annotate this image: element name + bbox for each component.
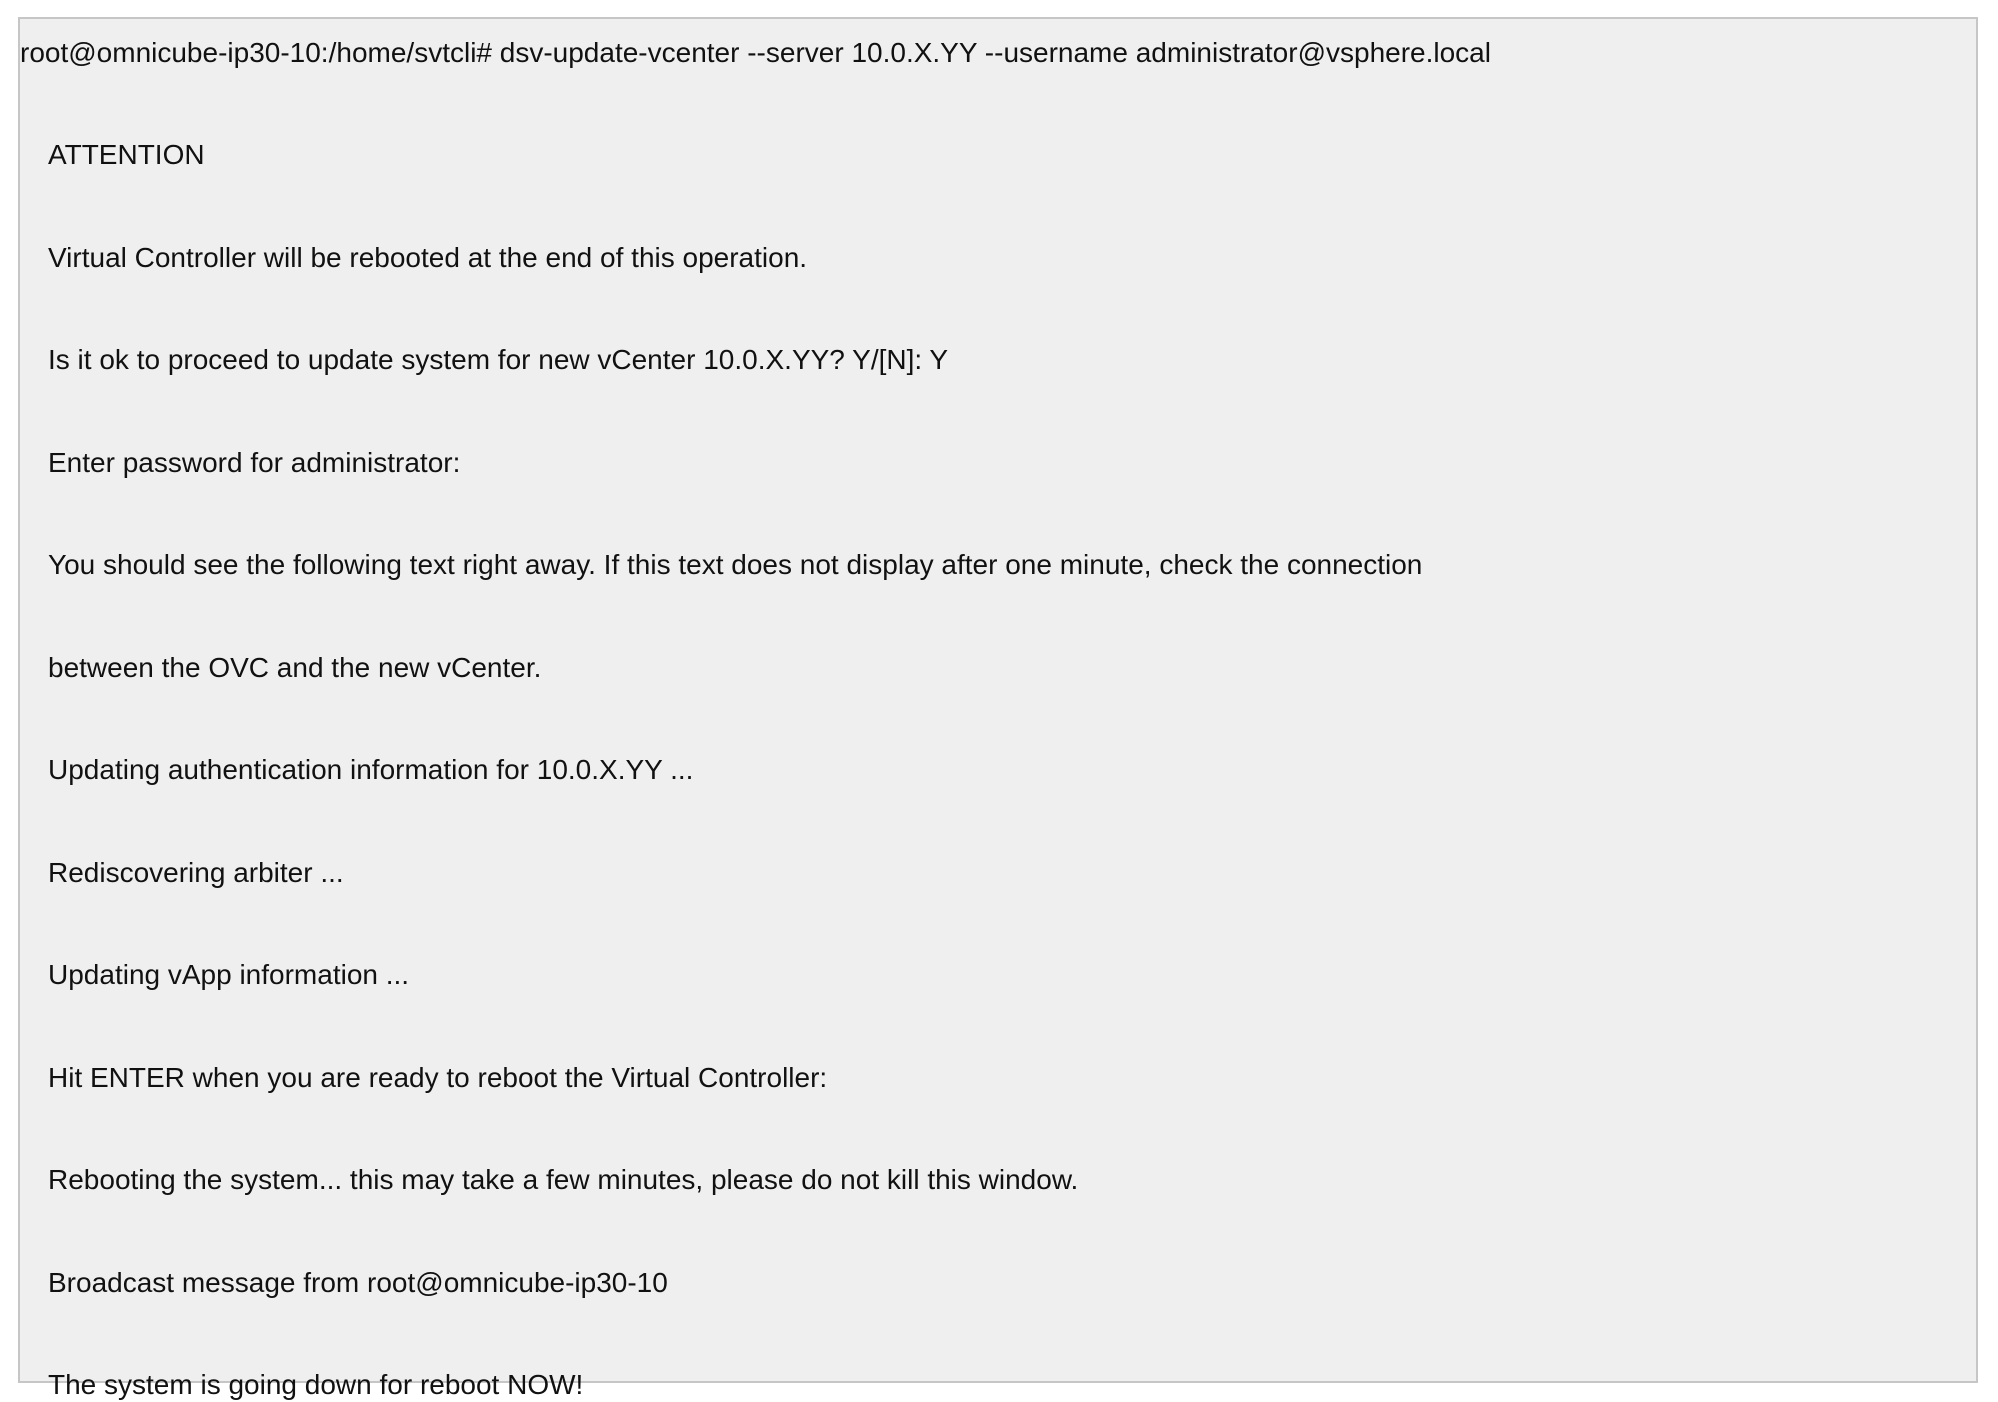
- output-line-password-prompt: Enter password for administrator:: [48, 447, 461, 478]
- command-line: root@omnicube-ip30-10:/home/svtcli# dsv-update-vcenter --server 10.0.X.YY --username administrator@vsphere.local: [20, 37, 1491, 68]
- output-line-going-down: The system is going down for reboot NOW!: [48, 1369, 584, 1400]
- output-line-confirm-prompt: Is it ok to proceed to update system for new vCenter 10.0.X.YY? Y/[N]: Y: [48, 344, 949, 375]
- output-line-connection-note-cont: between the OVC and the new vCenter.: [48, 652, 542, 683]
- output-line-connection-note: You should see the following text right away. If this text does not display after one minute, check the connection: [48, 549, 1423, 580]
- output-line-updating-auth: Updating authentication information for 10.0.X.YY ...: [48, 754, 694, 785]
- output-line-attention: ATTENTION: [48, 139, 205, 170]
- output-line-hit-enter: Hit ENTER when you are ready to reboot the Virtual Controller:: [48, 1062, 828, 1093]
- terminal-output: [18, 17, 1978, 1400]
- output-line-updating-vapp: Updating vApp information ...: [48, 959, 410, 990]
- output-line-broadcast: Broadcast message from root@omnicube-ip30-10: [48, 1267, 668, 1298]
- output-line-reboot-warning: Virtual Controller will be rebooted at the end of this operation.: [48, 242, 808, 273]
- output-line-rediscovering: Rediscovering arbiter ...: [48, 857, 344, 888]
- output-line-rebooting: Rebooting the system... this may take a few minutes, please do not kill this window.: [48, 1164, 1079, 1195]
